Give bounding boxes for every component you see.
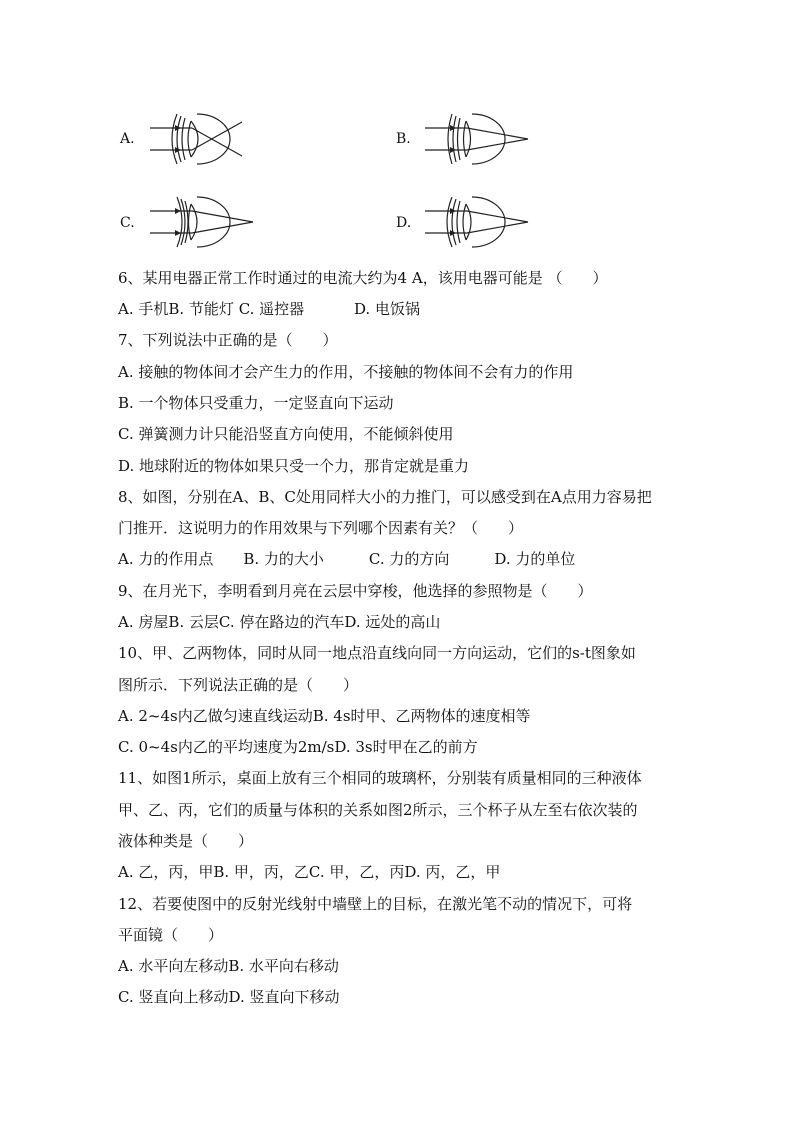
q10-stem-line2: 图所示．下列说法正确的是（ ）: [118, 676, 359, 694]
q6-options: A. 手机B. 节能灯 C. 遥控器 D. 电饭锅: [118, 300, 420, 318]
eye-diagram-a: [145, 108, 260, 170]
q7-option-c: C. 弹簧测力计只能沿竖直方向使用，不能倾斜使用: [118, 425, 454, 443]
figure-b-label: B.: [396, 131, 411, 147]
q12-stem-line1: 12、若要使图中的反射光线射中墙壁上的目标，在激光笔不动的情况下，可将: [118, 895, 633, 913]
figure-a-label: A.: [120, 131, 135, 147]
q8-stem-line1: 8、如图，分别在A、B、C处用同样大小的力推门，可以感受到在A点用力容易把: [118, 488, 652, 506]
q12-options-line1: A. 水平向左移动B. 水平向右移动: [118, 957, 339, 975]
q11-stem-line3: 液体种类是（ ）: [118, 832, 254, 850]
q11-stem-line1: 11、如图1所示，桌面上放有三个相同的玻璃杯，分别装有质量相同的三种液体: [118, 769, 642, 787]
q12-options-line2: C. 竖直向上移动D. 竖直向下移动: [118, 988, 340, 1006]
q9-stem: 9、在月光下，李明看到月亮在云层中穿梭，他选择的参照物是（ ）: [118, 582, 593, 600]
q7-option-a: A. 接触的物体间才会产生力的作用，不接触的物体间不会有力的作用: [118, 363, 574, 381]
q10-options-line2: C. 0~4s内乙的平均速度为2m/sD. 3s时甲在乙的前方: [118, 738, 478, 756]
q6-stem: 6、某用电器正常工作时通过的电流大约为4 A，该用电器可能是 （ ）: [118, 269, 608, 287]
eye-diagram-b: [420, 108, 535, 170]
q11-options: A. 乙，丙，甲B. 甲，丙，乙C. 甲，乙，丙D. 丙，乙，甲: [118, 863, 501, 881]
figure-c-label: C.: [120, 215, 135, 231]
q8-stem-line2: 门推开．这说明力的作用效果与下列哪个因素有关？（ ）: [118, 519, 524, 537]
q10-stem-line1: 10、甲、乙两物体，同时从同一地点沿直线向同一方向运动，它们的s-t图象如: [118, 644, 636, 662]
eye-diagram-d: [420, 191, 535, 253]
q8-options: A. 力的作用点 B. 力的大小 C. 力的方向 D. 力的单位: [118, 550, 576, 568]
q12-stem-line2: 平面镜（ ）: [118, 926, 224, 944]
q9-options: A. 房屋B. 云层C. 停在路边的汽车D. 远处的高山: [118, 613, 441, 631]
figure-d-label: D.: [396, 215, 412, 231]
q7-option-d: D. 地球附近的物体如果只受一个力，那肯定就是重力: [118, 457, 470, 475]
q7-option-b: B. 一个物体只受重力，一定竖直向下运动: [118, 394, 394, 412]
q10-options-line1: A. 2~4s内乙做匀速直线运动B. 4s时甲、乙两物体的速度相等: [118, 707, 531, 725]
eye-diagram-c: [145, 191, 260, 253]
q7-stem: 7、下列说法中正确的是（ ）: [118, 331, 338, 349]
q11-stem-line2: 甲、乙、丙，它们的质量与体积的关系如图2所示，三个杯子从左至右依次装的: [118, 801, 638, 819]
